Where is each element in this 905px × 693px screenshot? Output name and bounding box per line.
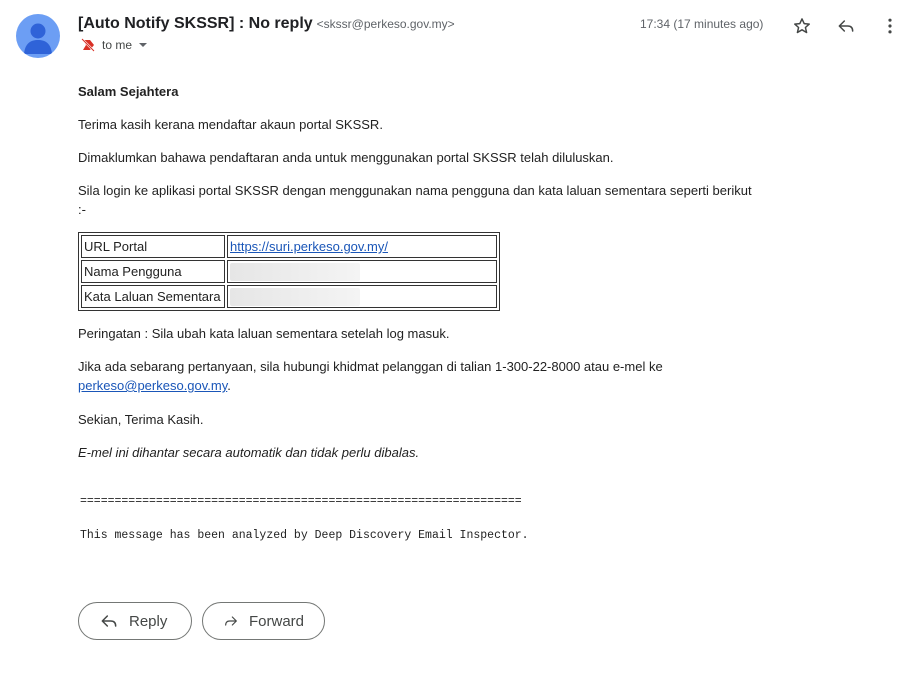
reply-icon-button[interactable] <box>834 14 858 38</box>
support-email-link[interactable]: perkeso@perkeso.gov.my <box>78 378 228 393</box>
username-label: Nama Pengguna <box>81 260 225 283</box>
password-label: Kata Laluan Sementara <box>81 285 225 308</box>
forward-label: Forward <box>248 612 304 630</box>
url-value-cell <box>227 235 497 258</box>
paragraph-thanks: Terima kasih kerana mendaftar akaun portal SKSSR. <box>78 117 383 132</box>
forward-button[interactable] <box>202 602 325 640</box>
forward-icon <box>223 611 239 631</box>
sender-email[interactable]: <skssr@perkeso.gov.my> <box>316 17 455 31</box>
scan-notice: This message has been analyzed by Deep Discovery Email Inspector. <box>80 529 529 542</box>
star-icon <box>792 16 812 36</box>
recipient-line <box>80 38 148 52</box>
password-value-cell <box>227 285 497 308</box>
closing-text: Sekian, Terima Kasih. <box>78 412 204 427</box>
more-vert-icon <box>880 16 900 36</box>
reply-actions <box>78 602 325 640</box>
star-button[interactable] <box>790 14 814 38</box>
paragraph-login-instructions: Sila login ke aplikasi portal SKSSR dengan menggunakan nama pengguna dan kata laluan sementara seperti berikut :- <box>78 183 752 217</box>
table-row <box>81 235 497 258</box>
separator-line: ================================================================ <box>80 495 522 508</box>
email-subject <box>78 15 455 33</box>
redacted-password <box>230 288 360 306</box>
table-row <box>81 285 497 308</box>
subject-text: [Auto Notify SKSSR] : No reply <box>78 15 313 32</box>
portal-url-link[interactable]: https://suri.perkeso.gov.my/ <box>230 239 388 254</box>
email-timestamp: 17:34 (17 minutes ago) <box>640 17 764 31</box>
important-off-icon[interactable] <box>80 38 96 52</box>
url-label: URL Portal <box>81 235 225 258</box>
reply-button[interactable] <box>78 602 192 640</box>
avatar-person-icon <box>16 14 60 58</box>
table-row <box>81 260 497 283</box>
reply-label: Reply <box>129 612 168 630</box>
auto-generated-note: E-mel ini dihantar secara automatik dan tidak perlu dibalas. <box>78 445 420 460</box>
reply-icon <box>836 16 856 36</box>
reply-icon <box>99 611 119 631</box>
greeting: Salam Sejahtera <box>78 84 179 99</box>
paragraph-contact <box>78 357 758 395</box>
username-value-cell <box>227 260 497 283</box>
sender-avatar[interactable] <box>16 14 60 58</box>
paragraph-approval: Dimaklumkan bahawa pendaftaran anda untuk menggunakan portal SKSSR telah diluluskan. <box>78 150 614 165</box>
credentials-table <box>78 232 500 311</box>
to-label[interactable]: to me <box>102 38 133 52</box>
contact-text: Jika ada sebarang pertanyaan, sila hubungi khidmat pelanggan di talian 1-300-22-8000 atau e-mel ke <box>78 359 663 374</box>
more-options-button[interactable] <box>878 14 902 38</box>
redacted-username <box>230 263 360 281</box>
contact-end: . <box>227 378 231 393</box>
chevron-down-icon[interactable] <box>138 40 148 50</box>
warning-text: Peringatan : Sila ubah kata laluan sementara setelah log masuk. <box>78 326 450 341</box>
